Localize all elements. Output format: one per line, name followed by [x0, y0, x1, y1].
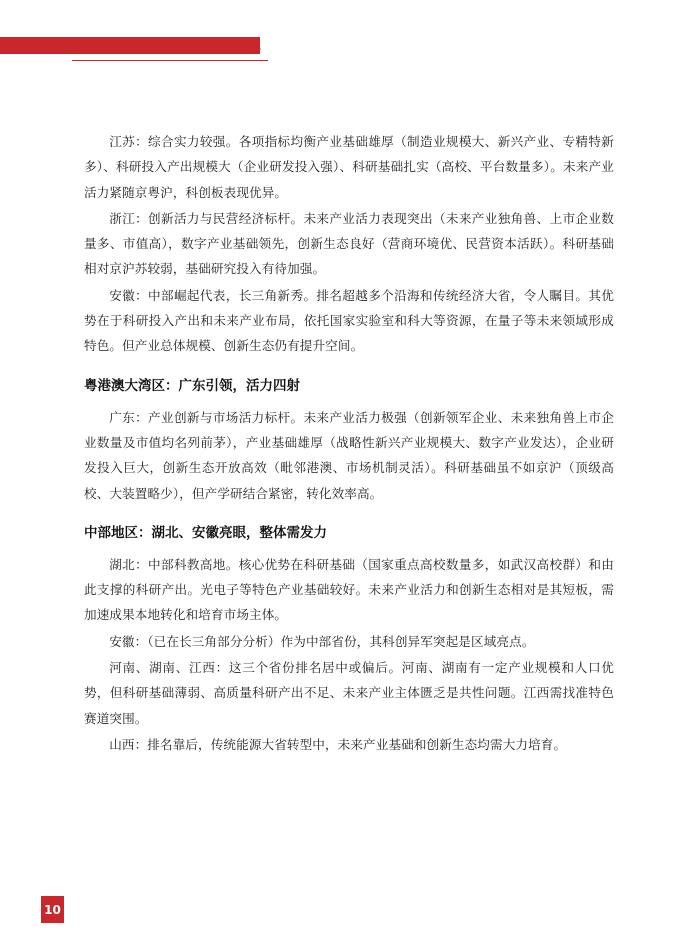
paragraph-guangdong: 广东：产业创新与市场活力标杆。未来产业活力极强（创新领军企业、未来独角兽上市企业数量及市值均名列前茅），产业基础雄厚（战略性新兴产业规模大、数字产业发达），企业研发投入巨大，创新生态开放高效（毗邻港澳、市场机制灵活）。科研基础虽不如京沪（顶级高校、大装置略少），但产学研结合紧密，转化效率高。 [84, 409, 614, 501]
running-header-title: 中国区域未来产业创新指数 2025 [84, 41, 262, 55]
paragraph-zhejiang: 浙江：创新活力与民营经济标杆。未来产业活力表现突出（未来产业独角兽、上市企业数量多、市值高），数字产业基础领先，创新生态良好（营商环境优、民营资本活跃）。科研基础相对京沪苏较弱，基础研究投入有待加强。 [84, 210, 614, 277]
page-body [84, 129, 614, 757]
paragraph-henan-hunan-jiangxi: 河南、湖南、江西：这三个省份排名居中或偏后。河南、湖南有一定产业规模和人口优势，但科研基础薄弱、高质量科研产出不足、未来产业主体匮乏是共性问题。江西需找准特色赛道突围。 [84, 660, 614, 726]
header-divider [72, 60, 268, 61]
section-heading-gba: 粤港澳大湾区：广东引领，活力四射 [84, 377, 300, 394]
paragraph-anhui-central: 安徽：（已在长三角部分分析）作为中部省份，其科创异军突起是区域亮点。 [109, 633, 535, 649]
paragraph-shanxi: 山西：排名靠后，传统能源大省转型中，未来产业基础和创新生态均需大力培育。 [109, 736, 567, 752]
page-number: 10 [41, 896, 64, 923]
paragraph-jiangsu: 江苏：综合实力较强。各项指标均衡产业基础雄厚（制造业规模大、新兴产业、专精特新多）、科研投入产出规模大（企业研发投入强）、科研基础扎实（高校、平台数量多）。未来产业活力紧随京粤沪，科创板表现优异。 [84, 134, 614, 200]
section-heading-central: 中部地区：湖北、安徽亮眼，整体需发力 [84, 524, 327, 541]
paragraph-anhui: 安徽：中部崛起代表，长三角新秀。排名超越多个沿海和传统经济大省，令人瞩目。其优势在于科研投入产出和未来产业布局，依托国家实验室和科大等资源，在量子等未来领域形成特色。但产业总体规模、创新生态仍有提升空间。 [84, 287, 614, 354]
paragraph-hubei: 湖北：中部科教高地。核心优势在科研基础（国家重点高校数量多，如武汉高校群）和由此支撑的科研产出。光电子等特色产业基础较好。未来产业活力和创新生态相对是其短板，需加速成果本地转化和培育市场主体。 [84, 556, 614, 623]
